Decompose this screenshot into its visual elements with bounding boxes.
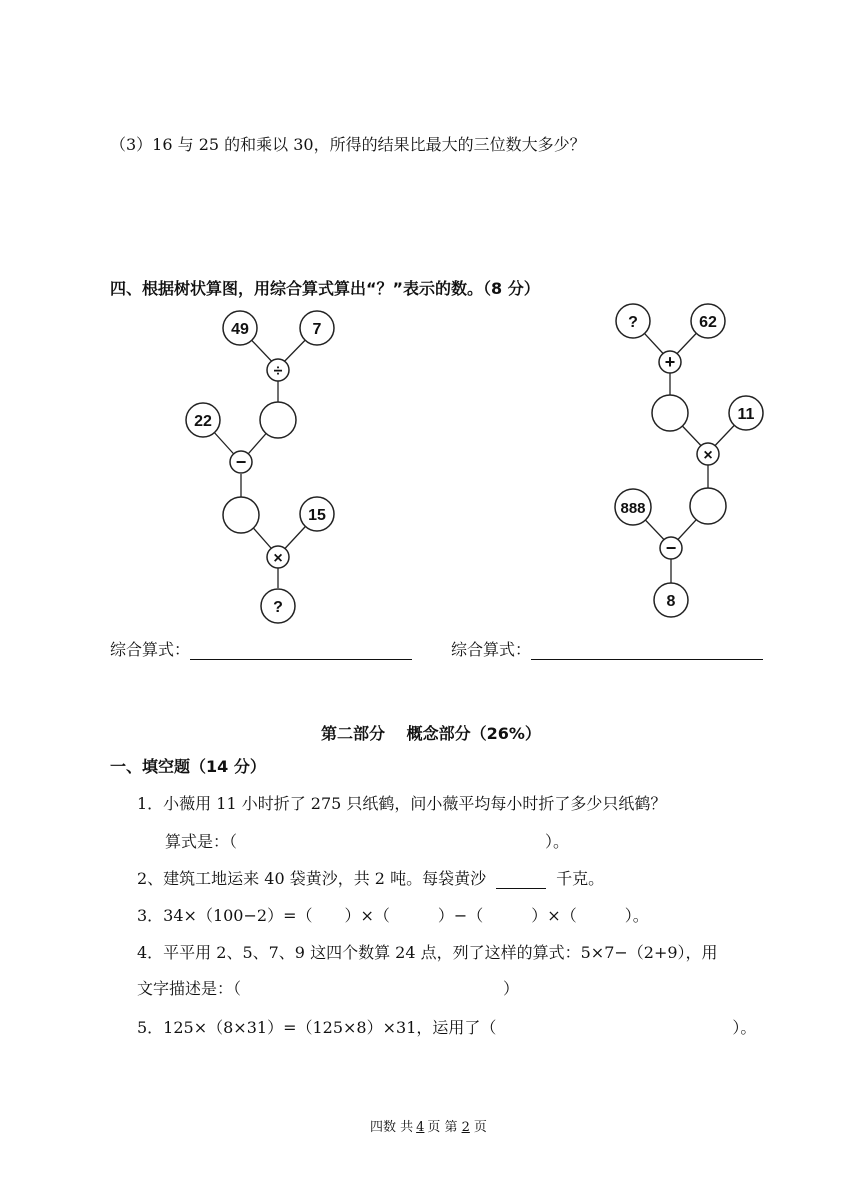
divide-operator: ÷ [273, 363, 283, 380]
item-4-answer: 文字描述是：（ ） [137, 979, 520, 998]
node-8: 8 [666, 593, 676, 610]
part-2-title: 第二部分 概念部分（26%） [321, 724, 541, 743]
answer-blank[interactable] [496, 870, 546, 889]
node-22: 22 [194, 413, 212, 430]
node-15: 15 [308, 507, 326, 524]
multiply-operator: × [703, 447, 713, 464]
unknown-node: ? [628, 314, 638, 331]
node-49: 49 [231, 321, 249, 338]
tree-diagram-left [170, 300, 370, 630]
formula-left [110, 637, 412, 660]
tree-diagram-right [600, 295, 790, 625]
formula-right [451, 637, 763, 660]
section-4-title: 四、根据树状算图，用综合算式算出“？”表示的数。（8 分） [110, 279, 540, 298]
minus-operator: − [665, 538, 677, 558]
page-footer: 四数 共 4 页 第 2 页 [370, 1120, 487, 1135]
item-1-answer: 算式是：（ ）。 [165, 832, 570, 851]
total-pages: 4 [416, 1120, 425, 1135]
multiply-operator: × [273, 550, 283, 567]
item-3: 3．34×（100−2）=（ ）×（ ）−（ ）×（ ）。 [137, 906, 649, 925]
formula-label: 综合算式： [451, 640, 532, 659]
minus-operator: − [235, 452, 247, 472]
current-page: 2 [461, 1120, 470, 1135]
plus-operator: + [664, 352, 676, 372]
item-2: 2、建筑工地运来 40 袋黄沙，共 2 吨。每袋黄沙 千克。 [137, 869, 605, 888]
question-3: （3）16 与 25 的和乘以 30，所得的结果比最大的三位数大多少？ [110, 135, 586, 154]
empty-node-circle [652, 395, 688, 431]
fill-blank-title: 一、填空题（14 分） [110, 757, 266, 776]
formula-label: 综合算式： [110, 640, 191, 659]
item-5: 5．125×（8×31）=（125×8）×31，运用了（ ）。 [137, 1018, 757, 1037]
node-11: 11 [737, 406, 755, 423]
answer-line[interactable] [190, 641, 412, 660]
node-62: 62 [699, 314, 717, 331]
item-1-question: 1．小薇用 11 小时折了 275 只纸鹤，问小薇平均每小时折了多少只纸鹤？ [137, 794, 667, 813]
empty-node-circle [260, 402, 296, 438]
node-888: 888 [620, 500, 646, 517]
item-4-question: 4．平平用 2、5、7、9 这四个数算 24 点，列了这样的算式：5×7−（2+9），用 [137, 943, 718, 962]
node-7: 7 [312, 321, 322, 338]
answer-line[interactable] [531, 641, 763, 660]
result-node: ? [273, 599, 283, 616]
empty-node-circle [690, 488, 726, 524]
empty-node-circle [223, 497, 259, 533]
